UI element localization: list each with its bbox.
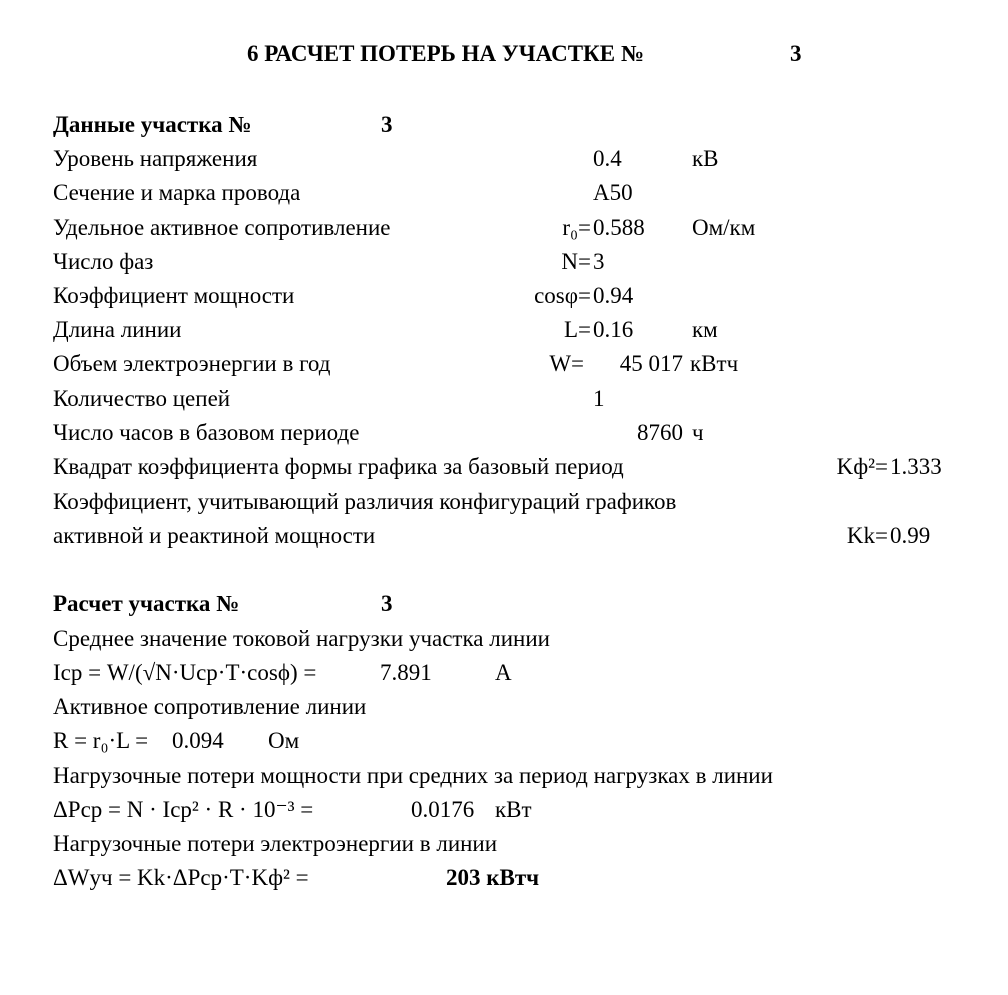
row-unit-voltage: кВ: [692, 146, 719, 171]
kf-value: 1.333: [890, 454, 942, 479]
row-label-circuits: Количество цепей: [53, 386, 231, 411]
row-label-power-factor: Коэффициент мощности: [53, 283, 295, 308]
energy-loss-description: Нагрузочные потери электроэнергии в линии: [53, 831, 498, 856]
row-label-wire: Сечение и марка провода: [53, 180, 301, 205]
resistance-unit: Ом: [268, 728, 300, 753]
kf-symbol: Kф²=: [836, 454, 888, 479]
power-loss-value: 0.0176: [411, 797, 475, 822]
row-label-resistance: Удельное активное сопротивление: [53, 215, 391, 240]
current-unit: А: [495, 660, 512, 685]
calc-section-number: 3: [381, 591, 393, 616]
energy-loss-formula: ΔWуч = Kk·ΔPср·T·Kф² =: [53, 865, 309, 890]
kf-label: Квадрат коэффициента формы графика за базовый период: [53, 454, 624, 479]
row-value-resistance: 0.588: [593, 215, 645, 240]
row-value-wire: А50: [593, 180, 633, 205]
row-label-phases: Число фаз: [53, 249, 154, 274]
row-symbol-phases: N=: [561, 249, 591, 274]
row-unit-energy: кВтч: [690, 351, 739, 376]
row-label-energy: Объем электроэнергии в год: [53, 351, 331, 376]
page-title: 6 РАСЧЕТ ПОТЕРЬ НА УЧАСТКЕ №: [247, 41, 644, 66]
row-symbol-resistance: r₀=: [562, 215, 591, 240]
row-value-energy: 45 017: [619, 351, 683, 376]
resistance-value: 0.094: [172, 728, 224, 753]
kk-label-line1: Коэффициент, учитывающий различия конфигураций графиков: [53, 489, 677, 514]
row-unit-hours: ч: [692, 420, 704, 445]
row-symbol-power-factor: cosφ=: [534, 283, 591, 308]
row-symbol-length: L=: [563, 317, 591, 342]
row-value-voltage: 0.4: [593, 146, 622, 171]
current-formula: Iср = W/(√N·Uср·T·cosϕ) =: [53, 660, 317, 685]
power-loss-unit: кВт: [495, 797, 532, 822]
row-symbol-energy: W=: [549, 351, 584, 376]
power-loss-formula: ΔPср = N · Iср² · R · 10⁻³ =: [53, 797, 314, 822]
data-section-heading: Данные участка №: [53, 112, 252, 137]
row-label-voltage: Уровень напряжения: [53, 146, 258, 171]
kk-value: 0.99: [890, 523, 931, 548]
row-value-power-factor: 0.94: [593, 283, 634, 308]
energy-loss-result: 203 кВтч: [446, 865, 540, 890]
calc-section-heading: Расчет участка №: [53, 591, 240, 616]
row-unit-resistance: Ом/км: [692, 215, 756, 240]
power-loss-description: Нагрузочные потери мощности при средних за период нагрузках в линии: [53, 763, 773, 788]
row-value-hours: 8760: [637, 420, 683, 445]
row-unit-length: км: [692, 317, 718, 342]
row-value-phases: 3: [593, 249, 605, 274]
current-value: 7.891: [380, 660, 432, 685]
current-description: Среднее значение токовой нагрузки участка линии: [53, 626, 550, 651]
resistance-formula: R = r₀·L =: [53, 728, 149, 753]
row-label-length: Длина линии: [53, 317, 182, 342]
row-label-hours: Число часов в базовом периоде: [53, 420, 360, 445]
page-title-number: 3: [790, 41, 802, 66]
row-value-length: 0.16: [593, 317, 634, 342]
kk-symbol: Kk=: [846, 523, 888, 548]
row-value-circuits: 1: [593, 386, 605, 411]
kk-label-line2: активной и реактиной мощности: [53, 523, 376, 548]
resistance-description: Активное сопротивление линии: [53, 694, 367, 719]
data-section-number: 3: [381, 112, 393, 137]
